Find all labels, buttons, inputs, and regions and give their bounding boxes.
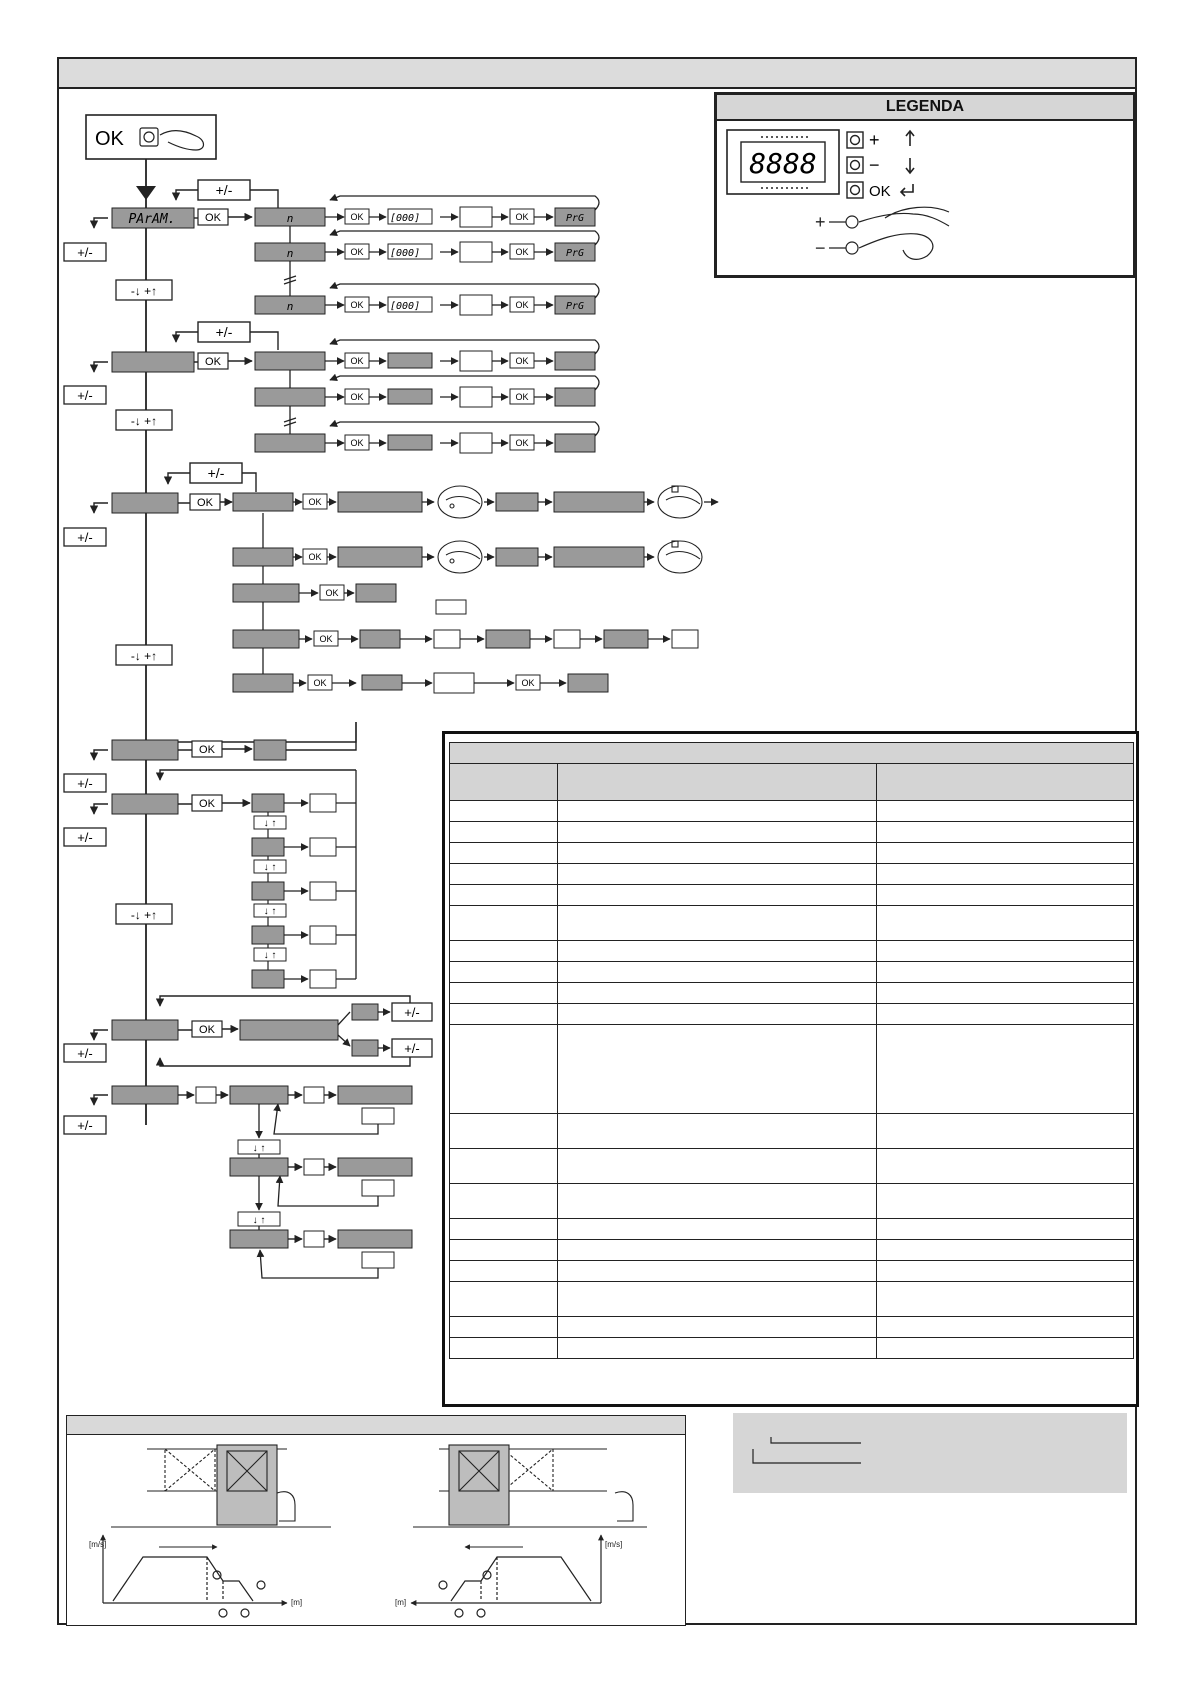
ok-small-label: OK xyxy=(515,438,529,448)
button-ok-icon xyxy=(847,182,913,200)
section-learning xyxy=(64,463,718,693)
plusminus-exit-label: +/- xyxy=(77,388,93,403)
speed-diagram-panel xyxy=(66,1415,686,1626)
legenda-minus-label: − xyxy=(869,155,880,175)
table-row xyxy=(450,1149,1134,1184)
ok-small-label: OK xyxy=(515,392,529,402)
menu-param-label: PArAM. xyxy=(128,212,176,227)
param-value-label: [000] xyxy=(390,301,421,312)
hand-plus-label: + xyxy=(815,212,826,232)
logic-row-blank xyxy=(255,422,599,453)
remote-hand-icon xyxy=(658,486,702,518)
legenda-title: LEGENDA xyxy=(717,95,1133,121)
ok-label: OK xyxy=(205,212,221,224)
ok-label: OK xyxy=(197,497,213,509)
down-up-label: -↓ +↑ xyxy=(130,284,158,298)
ok-small-label: OK xyxy=(350,392,364,402)
table-row xyxy=(450,1114,1134,1149)
prg-label: PrG xyxy=(565,301,585,312)
ok-label: OK xyxy=(199,798,215,810)
button-plus-icon xyxy=(847,130,914,150)
learn-row-2 xyxy=(233,541,702,573)
section-parameters xyxy=(64,180,278,300)
column-header xyxy=(450,764,558,801)
table-row xyxy=(450,864,1134,885)
ok-label: OK xyxy=(199,744,215,756)
legenda-ok-label: OK xyxy=(869,183,891,200)
remote-hand-icon xyxy=(658,541,702,573)
plusminus-exit-label: +/- xyxy=(77,530,93,545)
plusminus-exit-label: +/- xyxy=(77,830,93,845)
column-header xyxy=(877,764,1134,801)
table-row xyxy=(450,1317,1134,1338)
plusminus-label: +/- xyxy=(404,1005,420,1020)
ok-small-label: OK xyxy=(350,300,364,310)
plusminus-label: +/- xyxy=(215,324,233,340)
ok-small-label: OK xyxy=(515,356,529,366)
ok-small-label: OK xyxy=(308,497,322,507)
learn-row-3 xyxy=(233,584,396,602)
param-item-label: n xyxy=(286,212,294,225)
table-row xyxy=(450,1025,1134,1114)
ok-small-label: OK xyxy=(350,356,364,366)
plusminus-label: +/- xyxy=(207,465,225,481)
ok-small-label: OK xyxy=(350,212,364,222)
logic-row-on xyxy=(255,340,599,371)
table-row xyxy=(450,1282,1134,1317)
ok-small-label: OK xyxy=(313,678,327,688)
table-row xyxy=(450,962,1134,983)
parameter-grid xyxy=(449,742,1134,1359)
prg-label: PrG xyxy=(565,213,585,224)
section-logic xyxy=(64,322,599,453)
gate-right-drawing xyxy=(413,1445,647,1547)
speed-diagram-header xyxy=(67,1416,685,1435)
logic-row-off xyxy=(255,376,599,407)
start-ok-press[interactable] xyxy=(86,115,216,159)
section-info xyxy=(64,1086,412,1278)
plusminus-label: +/- xyxy=(215,182,233,198)
legenda-plus-label: + xyxy=(869,130,880,150)
speed-diagram xyxy=(67,1435,685,1625)
remote-hand-icon xyxy=(438,541,482,573)
ok-small-label: OK xyxy=(515,212,529,222)
left-x-label: [m] xyxy=(291,1598,303,1607)
gate-left-drawing xyxy=(111,1445,331,1547)
ok-small-label: OK xyxy=(515,300,529,310)
ok-small-label: OK xyxy=(515,247,529,257)
plusminus-exit-label: +/- xyxy=(77,1118,93,1133)
menu-test[interactable] xyxy=(112,1020,178,1040)
menu-info[interactable] xyxy=(112,1086,178,1104)
table-title-row xyxy=(450,743,1134,764)
down-up-label: -↓ +↑ xyxy=(130,414,158,428)
ok-small-label: OK xyxy=(308,552,322,562)
prg-label: PrG xyxy=(565,248,585,259)
down-up-label: -↓ +↑ xyxy=(130,649,158,663)
ok-label: OK xyxy=(199,1024,215,1036)
arrows-label: ↓ ↑ xyxy=(263,818,277,829)
ok-label: OK xyxy=(205,356,221,368)
table-row xyxy=(450,801,1134,822)
table-row xyxy=(450,941,1134,962)
param-row-2 xyxy=(255,231,599,262)
sub-items xyxy=(252,770,356,988)
remote-hand-icon xyxy=(438,486,482,518)
ok-small-label: OK xyxy=(350,438,364,448)
section-sub-menu xyxy=(64,770,356,988)
menu-reset[interactable] xyxy=(112,740,178,760)
down-up-label: -↓ +↑ xyxy=(130,908,158,922)
plusminus-label: +/- xyxy=(404,1041,420,1056)
plusminus-exit-label: +/- xyxy=(77,245,93,260)
ok-small-label: OK xyxy=(350,247,364,257)
table-row xyxy=(450,885,1134,906)
table-row xyxy=(450,983,1134,1004)
table-row xyxy=(450,906,1134,941)
ok-small-label: OK xyxy=(521,678,535,688)
parameter-rows xyxy=(255,196,599,315)
table-row xyxy=(450,1219,1134,1240)
table-row xyxy=(450,1338,1134,1359)
legenda-drawing xyxy=(717,122,1133,278)
table-row xyxy=(450,822,1134,843)
learn-row-k xyxy=(233,673,608,693)
start-ok-label: OK xyxy=(95,128,124,150)
legenda-panel xyxy=(714,92,1136,278)
ok-small-label: OK xyxy=(325,588,339,598)
arrows-label: ↓ ↑ xyxy=(252,1215,266,1226)
right-y-label: [m/s] xyxy=(605,1540,623,1549)
parameter-table xyxy=(442,731,1139,1407)
display-digits: 8888 xyxy=(749,147,817,180)
note-box xyxy=(733,1413,1127,1493)
table-row xyxy=(450,1240,1134,1261)
arrows-label: ↓ ↑ xyxy=(252,1143,266,1154)
table-row xyxy=(450,1261,1134,1282)
section-reset xyxy=(64,722,356,792)
button-minus-icon xyxy=(847,155,914,175)
table-row xyxy=(450,1004,1134,1025)
param-value-label: [000] xyxy=(390,248,421,259)
learn-row-1 xyxy=(233,486,718,518)
param-item-label: n xyxy=(286,300,294,313)
hand-minus-label: − xyxy=(815,238,826,258)
ok-small-label: OK xyxy=(319,634,333,644)
plusminus-exit-label: +/- xyxy=(77,776,93,791)
arrows-label: ↓ ↑ xyxy=(263,862,277,873)
menu-learning[interactable] xyxy=(112,493,178,513)
right-x-label: [m] xyxy=(395,1598,407,1607)
arrows-label: ↓ ↑ xyxy=(263,906,277,917)
plusminus-exit-label: +/- xyxy=(77,1046,93,1061)
param-value-label: [000] xyxy=(390,213,421,224)
column-header xyxy=(558,764,877,801)
arrows-label: ↓ ↑ xyxy=(263,950,277,961)
param-item-label: n xyxy=(286,247,294,260)
menu-sub[interactable] xyxy=(112,794,178,814)
table-row xyxy=(450,1184,1134,1219)
table-row xyxy=(450,843,1134,864)
section-test xyxy=(64,996,432,1066)
trunk-arrow-head xyxy=(136,186,156,200)
hand-press-plus-icon xyxy=(815,207,949,259)
menu-logic[interactable] xyxy=(112,352,194,372)
note-lines xyxy=(733,1413,1127,1493)
param-row-1 xyxy=(255,196,599,227)
left-y-label: [m/s] xyxy=(89,1540,107,1549)
param-row-3 xyxy=(255,284,599,315)
learn-row-4 xyxy=(233,600,698,648)
